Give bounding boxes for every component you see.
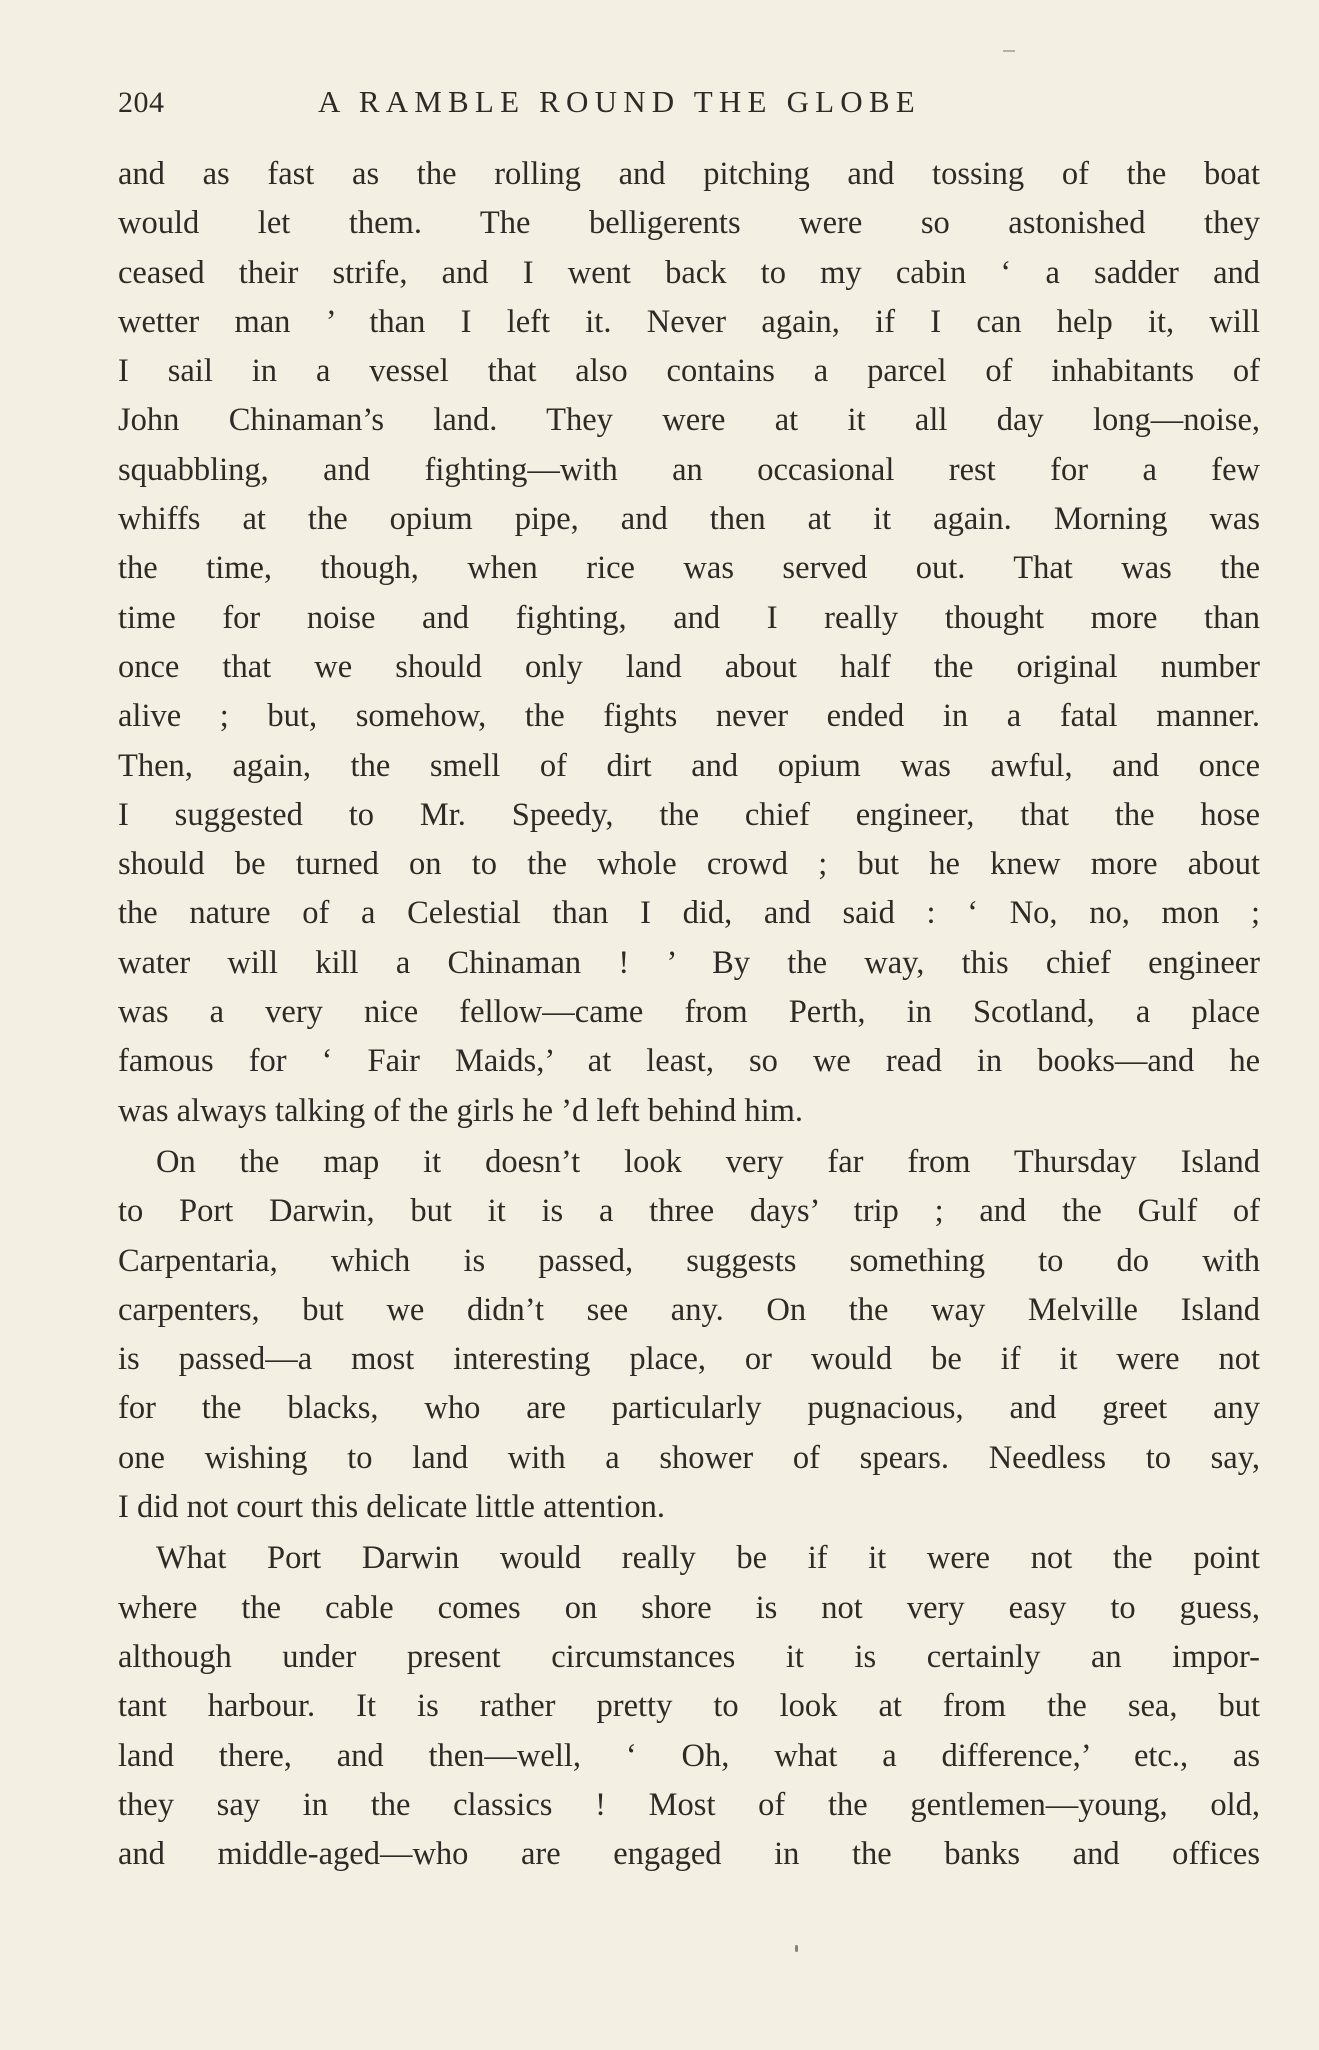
text-line: famous for ‘ Fair Maids,’ at least, so we read in books—and he: [118, 1043, 1260, 1080]
text-line: would let them. The belligerents were so astonished they: [118, 205, 1260, 242]
text-line: time for noise and fighting, and I really thought more than: [118, 599, 1260, 636]
text-line: Then, again, the smell of dirt and opium was awful, and once: [118, 747, 1260, 784]
paragraph-1: [118, 150, 1260, 1136]
text-line: Carpentaria, which is passed, suggests something to do with: [118, 1242, 1260, 1279]
text-line: one wishing to land with a shower of spears. Needless to say,: [118, 1439, 1260, 1476]
text-line: What Port Darwin would really be if it were not the point: [156, 1540, 1260, 1577]
text-line: tant harbour. It is rather pretty to look at from the sea, but: [118, 1688, 1260, 1725]
text-line: land there, and then—well, ‘ Oh, what a difference,’ etc., as: [118, 1737, 1260, 1774]
text-line: should be turned on to the whole crowd ; but he knew more about: [118, 846, 1260, 883]
text-line: and as fast as the rolling and pitching and tossing of the boat: [118, 156, 1260, 192]
book-title: A RAMBLE ROUND THE GLOBE: [318, 84, 921, 119]
text-line: ceased their strife, and I went back to my cabin ‘ a sadder and: [118, 254, 1260, 291]
text-line: I did not court this delicate little attention.: [118, 1489, 665, 1526]
text-line: carpenters, but we didn’t see any. On the way Melville Island: [118, 1291, 1260, 1328]
text-line: they say in the classics ! Most of the gentlemen—young, old,: [118, 1786, 1260, 1823]
text-line: the nature of a Celestial than I did, and said : ‘ No, no, mon ;: [118, 895, 1260, 932]
print-mark: [1003, 50, 1015, 52]
text-line: to Port Darwin, but it is a three days’ trip ; and the Gulf of: [118, 1193, 1260, 1230]
paragraph-3: [118, 1534, 1260, 1879]
text-line: is passed—a most interesting place, or would be if it were not: [118, 1341, 1260, 1378]
text-line: once that we should only land about half the original number: [118, 648, 1260, 685]
running-head: [118, 82, 1260, 126]
text-line: On the map it doesn’t look very far from Thursday Island: [156, 1143, 1260, 1180]
text-line: water will kill a Chinaman ! ’ By the way, this chief engineer: [118, 944, 1260, 981]
text-line: was always talking of the girls he ’d left behind him.: [118, 1092, 804, 1129]
page-number: 204: [118, 86, 165, 119]
text-line: wetter man ’ than I left it. Never again, if I can help it, will: [118, 303, 1260, 340]
text-line: although under present circumstances it is certainly an impor-: [118, 1638, 1260, 1675]
text-line: was a very nice fellow—came from Perth, in Scotland, a place: [118, 994, 1260, 1031]
text-line: I sail in a vessel that also contains a parcel of inhabitants of: [118, 353, 1260, 390]
text-line: alive ; but, somehow, the fights never ended in a fatal manner.: [118, 698, 1260, 735]
text-line: squabbling, and fighting—with an occasional rest for a few: [118, 451, 1260, 488]
text-line: I suggested to Mr. Speedy, the chief engineer, that the hose: [118, 796, 1260, 833]
body-text: [118, 150, 1260, 1879]
text-line: where the cable comes on shore is not very easy to guess,: [118, 1589, 1260, 1626]
text-line: John Chinaman’s land. They were at it all day long—noise,: [118, 402, 1260, 439]
text-line: and middle-aged—who are engaged in the banks and offices: [118, 1836, 1260, 1873]
paper-speck: [795, 1945, 798, 1952]
text-line: for the blacks, who are particularly pugnacious, and greet any: [118, 1390, 1260, 1427]
text-line: whiffs at the opium pipe, and then at it again. Morning was: [118, 501, 1260, 538]
paragraph-2: [118, 1138, 1260, 1532]
text-line: the time, though, when rice was served out. That was the: [118, 550, 1260, 587]
